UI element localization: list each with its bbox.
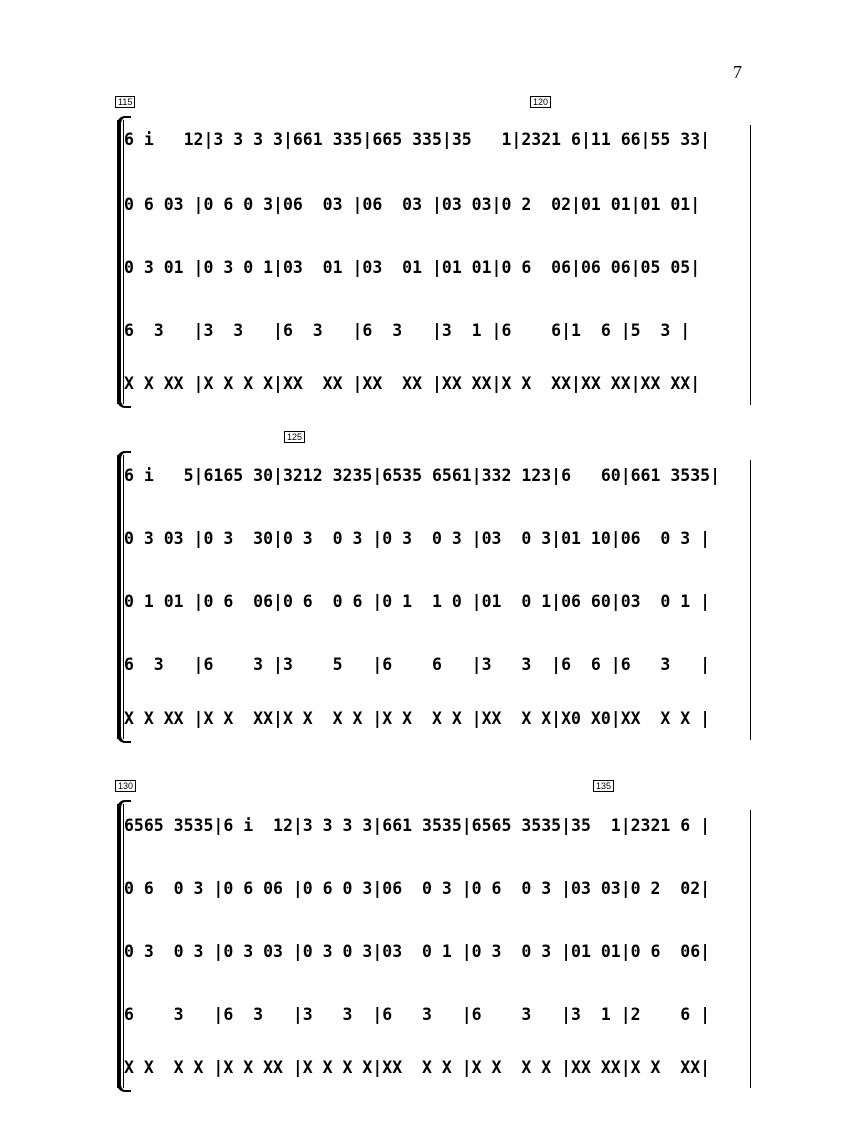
bracket-hook: [117, 400, 131, 408]
bracket-hook: [117, 800, 131, 808]
measure-number-label: 125: [284, 431, 305, 443]
score-line: X X X X |X X XX |X X X X|XX X X |X X X X |XX XX|X X XX|: [124, 1058, 711, 1077]
score-line: X X XX |X X X X|XX XX |XX XX |XX XX|X X XX|XX XX|XX XX|: [124, 374, 701, 393]
score-line: 6 i 12|3 3 3 3|661 335|665 335|35 1|2321 6|11 66|55 33|: [124, 130, 711, 149]
score-line: 6 3 |6 3 |3 3 |6 3 |6 3 |3 1 |2 6 |: [124, 1005, 711, 1024]
score-line: X X XX |X X XX|X X X X |X X X X |XX X X|X0 X0|XX X X |: [124, 709, 711, 728]
measure-number-label: 130: [115, 780, 136, 792]
bracket-hook: [117, 735, 131, 743]
score-line: 0 6 0 3 |0 6 06 |0 6 0 3|06 0 3 |0 6 0 3 |03 03|0 2 02|: [124, 879, 711, 898]
score-line: 6565 3535|6 i 12|3 3 3 3|661 3535|6565 3535|35 1|2321 6 |: [124, 816, 711, 835]
score-line: 6 3 |6 3 |3 5 |6 6 |3 3 |6 6 |6 3 |: [124, 655, 711, 674]
bracket-hook: [117, 116, 131, 124]
score-line: 0 1 01 |0 6 06|0 6 0 6 |0 1 1 0 |01 0 1|06 60|03 0 1 |: [124, 592, 711, 611]
page-number: 7: [733, 62, 742, 82]
measure-number-label: 135: [593, 780, 614, 792]
system-bracket: [117, 804, 121, 1088]
score-line: 0 3 0 3 |0 3 03 |0 3 0 3|03 0 1 |0 3 0 3 |01 01|0 6 06|: [124, 942, 711, 961]
measure-number-label: 115: [115, 96, 135, 108]
score-line: 0 3 03 |0 3 30|0 3 0 3 |0 3 0 3 |03 0 3|01 10|06 0 3 |: [124, 529, 711, 548]
score-line: 6 i 5|6165 30|3212 3235|6535 6561|332 123|6 60|661 3535|: [124, 466, 721, 485]
bracket-hook: [117, 451, 131, 459]
bracket-hook: [117, 1084, 131, 1092]
measure-number-label: 120: [530, 96, 551, 108]
score-line: 0 6 03 |0 6 0 3|06 03 |06 03 |03 03|0 2 02|01 01|01 01|: [124, 195, 701, 214]
system-bracket: [117, 455, 121, 739]
score-line: 0 3 01 |0 3 0 1|03 01 |03 01 |01 01|0 6 06|06 06|05 05|: [124, 258, 701, 277]
score-line: 6 3 |3 3 |6 3 |6 3 |3 1 |6 6|1 6 |5 3 |: [124, 321, 691, 340]
system-bracket: [117, 120, 121, 404]
